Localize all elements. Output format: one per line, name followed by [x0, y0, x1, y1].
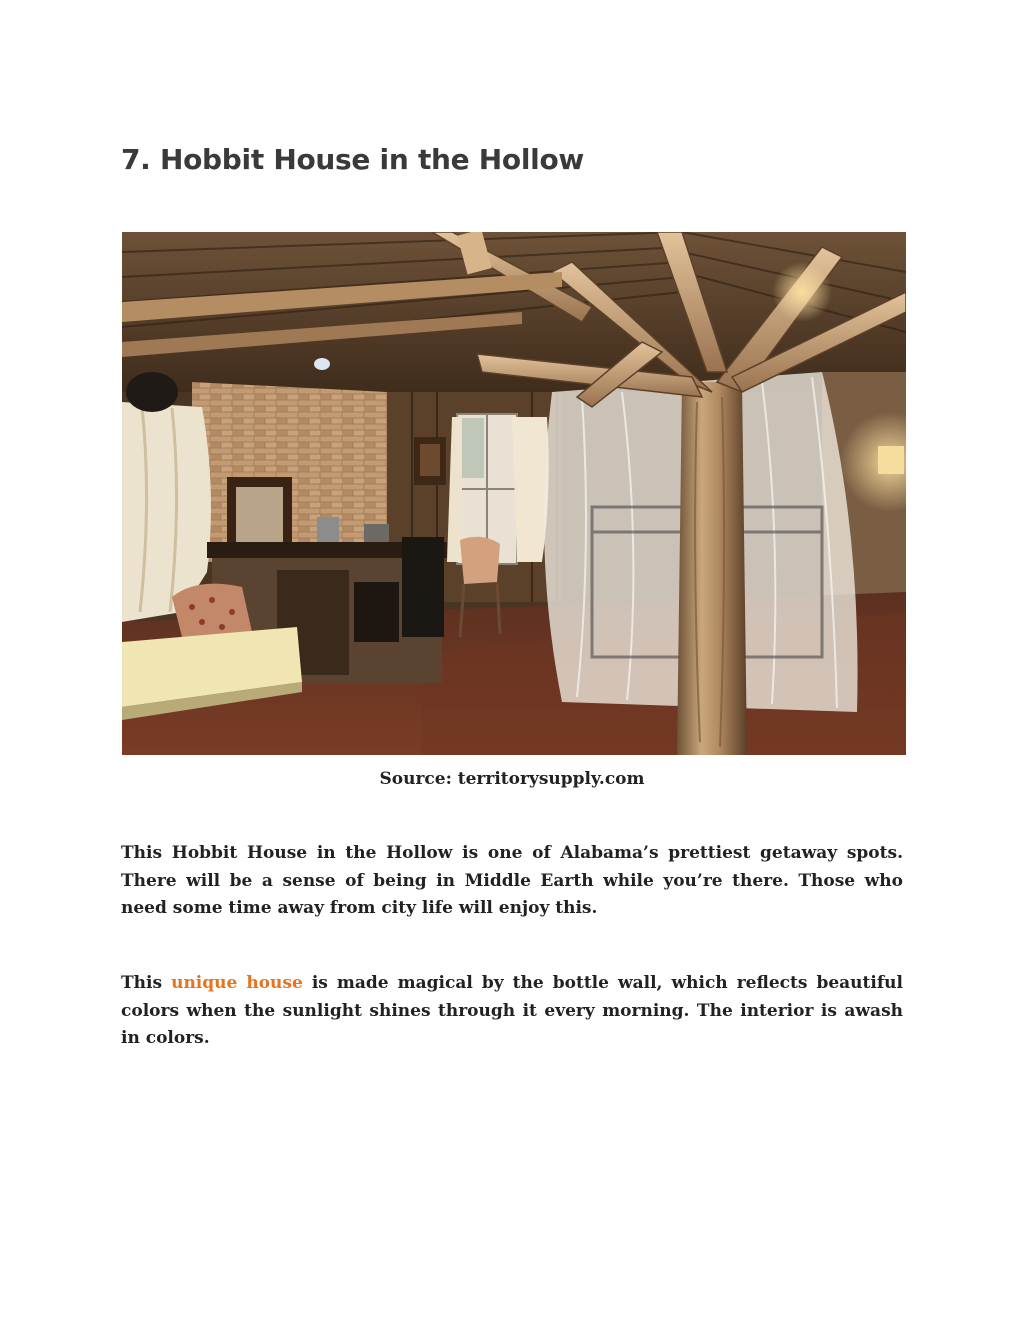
cabin-interior-photo: [122, 232, 906, 755]
paragraph-bottle-wall: [121, 970, 903, 1053]
image-caption: Source: territorysupply.com: [379, 769, 645, 789]
article-heading: 7. Hobbit House in the Hollow: [121, 143, 584, 176]
paragraph-text-before-link: This: [121, 973, 172, 993]
unique-house-link[interactable]: unique house: [171, 973, 303, 993]
paragraph-text-after-link: is made magical by the bottle wall, which reflects beautiful colors when the sunlight shines through it every morning. The interior is awash in colors.: [121, 973, 903, 1048]
paragraph-intro: This Hobbit House in the Hollow is one of Alabama’s prettiest getaway spots. There will be a sense of being in Middle Earth while you’re there. Those who need some time away from city life will enjoy this.: [121, 843, 903, 918]
